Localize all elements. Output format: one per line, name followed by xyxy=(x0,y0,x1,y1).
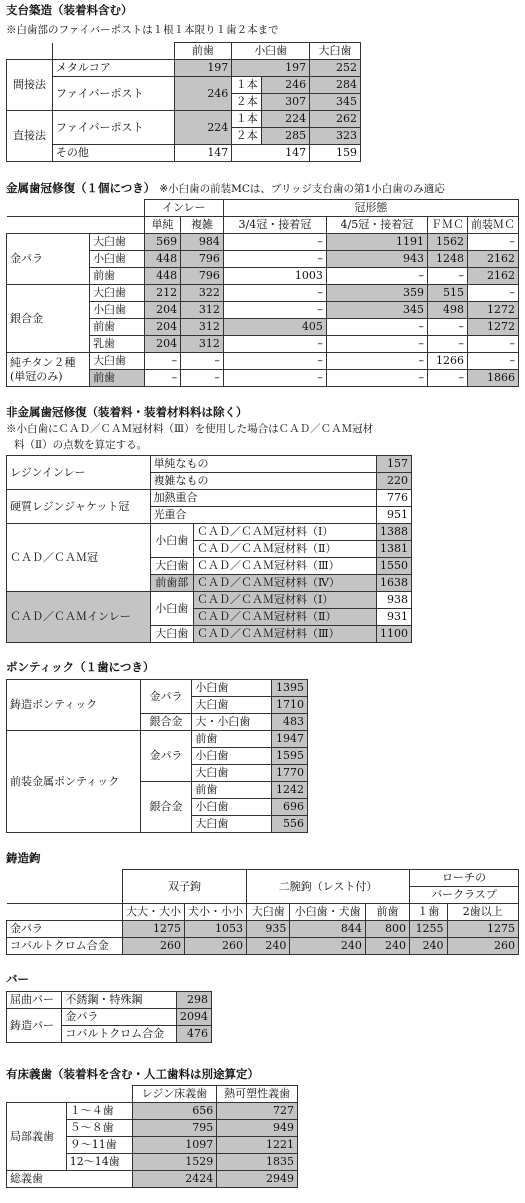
subheader: 犬小・小小 xyxy=(185,904,247,921)
tooth-label: 大臼歯 xyxy=(90,285,145,302)
value-cell: 246 xyxy=(174,77,232,111)
molar-label: 大臼歯 xyxy=(192,765,272,782)
value-cell: – xyxy=(223,370,326,387)
kinpara-label: 金パラ xyxy=(62,1009,177,1026)
cast-bar-label: 鋳造バー xyxy=(7,1009,62,1043)
value-cell: 498 xyxy=(427,302,467,319)
metal-crown-title-line xyxy=(6,182,445,196)
clasp-title: 鋳造鉤 xyxy=(6,851,41,865)
material-group-label xyxy=(7,285,90,353)
cast-pontic-label: 鋳造ポンティック xyxy=(7,680,141,731)
value-cell: – xyxy=(223,285,326,302)
value-cell: 2162 xyxy=(467,251,518,268)
value-cell: 448 xyxy=(144,268,180,285)
anterior-label: 前歯 xyxy=(192,782,272,799)
material-group-label xyxy=(7,234,90,285)
clasp-table xyxy=(6,869,519,955)
nonmetal-table xyxy=(6,455,412,643)
cadcam-inlay-label: ＣＡＤ／ＣＡＭインレー xyxy=(7,592,151,643)
value-cell: 252 xyxy=(310,60,361,77)
value-cell: 212 xyxy=(144,285,180,302)
value-cell: 515 xyxy=(427,285,467,302)
value-cell: 323 xyxy=(310,128,361,145)
subheader: 大大・大小 xyxy=(123,904,185,921)
value-cell: 359 xyxy=(326,285,427,302)
material-label: ＣＡＤ／ＣＡＭ冠材料（Ⅱ） xyxy=(194,609,377,626)
value-cell: – xyxy=(144,370,180,387)
hard-resin-label: 硬質レジンジャケット冠 xyxy=(7,490,151,524)
subheader: 複雑 xyxy=(181,217,224,234)
value-cell: 935 xyxy=(247,921,290,938)
value-cell: 931 xyxy=(376,609,411,626)
value-cell: – xyxy=(467,234,518,251)
stainless-label: 不銹鋼・特殊鋼 xyxy=(62,992,177,1009)
value-cell: 476 xyxy=(176,1026,211,1043)
tooth-label: 大臼歯 xyxy=(90,234,145,251)
subheader: 単純 xyxy=(144,217,180,234)
kinpara-label: 金パラ xyxy=(140,680,192,714)
value-cell: 307 xyxy=(262,94,310,111)
value-cell: 1550 xyxy=(376,558,411,575)
indirect-label: 間接法 xyxy=(7,60,53,111)
value-cell: 448 xyxy=(144,251,180,268)
value-cell: 696 xyxy=(272,799,308,816)
large-small-label: 大・小臼歯 xyxy=(192,714,272,731)
tooth-label: 前歯 xyxy=(90,268,145,285)
value-cell: 1638 xyxy=(376,575,411,592)
header-inlay: インレー xyxy=(144,200,223,217)
value-cell: 284 xyxy=(310,77,361,94)
value-cell: – xyxy=(467,336,518,353)
value-cell: 1053 xyxy=(185,921,247,938)
value-cell: 1388 xyxy=(376,524,411,541)
metal-crown-table xyxy=(6,199,519,387)
tooth-label: 大臼歯 xyxy=(90,353,145,370)
value-cell: 197 xyxy=(174,60,232,77)
value-cell: 2424 xyxy=(132,1171,217,1188)
value-cell: 147 xyxy=(232,145,310,162)
value-cell: 1242 xyxy=(272,782,308,799)
header-resin: レジン床義歯 xyxy=(132,1086,217,1103)
value-cell: 1272 xyxy=(467,302,518,319)
pontic-table xyxy=(6,679,308,833)
value-cell: 1562 xyxy=(427,234,467,251)
value-cell: – xyxy=(467,353,518,370)
value-cell: 1947 xyxy=(272,731,308,748)
gin-label: 銀合金 xyxy=(140,714,192,731)
value-cell: 984 xyxy=(181,234,224,251)
value-cell: – xyxy=(223,234,326,251)
material-label: ＣＡＤ／ＣＡＭ冠材料（Ⅱ） xyxy=(194,541,377,558)
value-cell: – xyxy=(223,353,326,370)
value-cell: 1835 xyxy=(217,1154,298,1171)
value-cell: 1866 xyxy=(467,370,518,387)
value-cell: – xyxy=(181,353,224,370)
material-name: 純チタン２種 xyxy=(10,356,76,370)
value-cell: 844 xyxy=(290,921,366,938)
clasp-material-label: コバルトクロム合金 xyxy=(7,938,123,955)
subheader: 4/5冠・接着冠 xyxy=(326,217,427,234)
value-cell: 285 xyxy=(262,128,310,145)
anterior-label: 前歯部 xyxy=(150,575,193,592)
value-cell: 1255 xyxy=(410,921,448,938)
metal-core-label: メタルコア xyxy=(52,60,174,77)
molar-label: 大臼歯 xyxy=(192,816,272,833)
value-cell: – xyxy=(326,268,427,285)
value-cell: 147 xyxy=(174,145,232,162)
value-cell: – xyxy=(427,319,467,336)
header-double: 双子鉤 xyxy=(123,870,247,904)
value-cell: – xyxy=(427,268,467,285)
material-label: ＣＡＤ／ＣＡＭ冠材料（Ⅳ） xyxy=(194,575,377,592)
value-cell: 1100 xyxy=(376,626,411,643)
complex-label: 複雑なもの xyxy=(150,473,376,490)
value-cell: 1003 xyxy=(223,268,326,285)
tooth-label: 小臼歯 xyxy=(90,302,145,319)
value-cell: 1595 xyxy=(272,748,308,765)
tooth-label: 乳歯 xyxy=(90,336,145,353)
value-cell: 1529 xyxy=(132,1154,217,1171)
value-cell: – xyxy=(326,353,427,370)
value-cell: 1191 xyxy=(326,234,427,251)
abutment-table xyxy=(6,42,361,162)
denture-title: 有床義歯（装着料を含む・人工歯料は別途算定） xyxy=(6,1067,259,1081)
light-label: 光重合 xyxy=(150,507,376,524)
cobalt-label: コバルトクロム合金 xyxy=(62,1026,177,1043)
value-cell: 312 xyxy=(181,319,224,336)
value-cell: 260 xyxy=(447,938,518,955)
value-cell: 569 xyxy=(144,234,180,251)
premolar-label: 小臼歯 xyxy=(150,592,193,626)
molar-label: 大臼歯 xyxy=(192,697,272,714)
value-cell: 1770 xyxy=(272,765,308,782)
material-label: ＣＡＤ／ＣＡＭ冠材料（Ⅲ） xyxy=(194,558,377,575)
one-post-label: １本 xyxy=(232,77,262,94)
veneer-pontic-label: 前装金属ポンティック xyxy=(7,731,141,833)
pontic-title: ポンティック（１歯につき） xyxy=(6,660,155,674)
subheader: 3/4冠・接着冠 xyxy=(223,217,326,234)
value-cell: 1275 xyxy=(447,921,518,938)
kinpara-label: 金パラ xyxy=(140,731,192,782)
subheader: １歯 xyxy=(410,904,448,921)
bent-bar-label: 屈曲バー xyxy=(7,992,62,1009)
value-cell: 240 xyxy=(247,938,290,955)
tooth-label: 前歯 xyxy=(90,319,145,336)
value-cell: 656 xyxy=(132,1103,217,1120)
value-cell: 322 xyxy=(181,285,224,302)
value-cell: – xyxy=(144,353,180,370)
premolar-label: 小臼歯 xyxy=(192,799,272,816)
tooth-count-label: ５〜８歯 xyxy=(66,1120,132,1137)
value-cell: 1097 xyxy=(132,1137,217,1154)
material-label: ＣＡＤ／ＣＡＭ冠材料（Ⅰ） xyxy=(194,524,377,541)
gin-label: 銀合金 xyxy=(140,782,192,833)
other-label: その他 xyxy=(52,145,174,162)
anterior-label: 前歯 xyxy=(192,731,272,748)
heat-label: 加熱重合 xyxy=(150,490,376,507)
value-cell: 157 xyxy=(376,456,411,473)
value-cell: – xyxy=(427,336,467,353)
value-cell: 727 xyxy=(217,1103,298,1120)
header-thermo: 熱可塑性義歯 xyxy=(217,1086,298,1103)
value-cell: 800 xyxy=(365,921,409,938)
fiber-post-label: ファイバーポスト xyxy=(52,111,174,145)
abutment-note: ※白歯部のファイバーポストは１根１本限り１歯２本まで xyxy=(6,24,279,36)
tooth-count-label: 12〜14歯 xyxy=(66,1154,132,1171)
material-name: 金パラ xyxy=(10,252,43,266)
subheader: 前装ＭＣ xyxy=(467,217,518,234)
value-cell: 1221 xyxy=(217,1137,298,1154)
value-cell: 2162 xyxy=(467,268,518,285)
abutment-title: 支台築造（装着料含む） xyxy=(6,3,133,17)
value-cell: 345 xyxy=(310,94,361,111)
value-cell: 2094 xyxy=(176,1009,211,1026)
value-cell: – xyxy=(223,251,326,268)
value-cell: 795 xyxy=(132,1120,217,1137)
clasp-material-label: 金パラ xyxy=(7,921,123,938)
bar-title: バー xyxy=(6,972,29,986)
value-cell: 796 xyxy=(181,268,224,285)
value-cell: 224 xyxy=(174,111,232,145)
value-cell: 1395 xyxy=(272,680,308,697)
col-header-premolar: 小臼歯 xyxy=(232,43,310,60)
value-cell: 197 xyxy=(232,60,310,77)
value-cell: 298 xyxy=(176,992,211,1009)
subheader: 小臼歯・犬歯 xyxy=(290,904,366,921)
tooth-count-label: １〜４歯 xyxy=(66,1103,132,1120)
molar-label: 大臼歯 xyxy=(150,558,193,575)
material-note: (単冠のみ) xyxy=(10,369,63,383)
value-cell: 204 xyxy=(144,302,180,319)
value-cell: 1275 xyxy=(123,921,185,938)
full-denture-label: 総義歯 xyxy=(7,1171,133,1188)
value-cell: – xyxy=(326,370,427,387)
value-cell: 2949 xyxy=(217,1171,298,1188)
premolar-label: 小臼歯 xyxy=(192,680,272,697)
value-cell: 240 xyxy=(290,938,366,955)
material-name: 銀合金 xyxy=(10,311,43,325)
value-cell: 159 xyxy=(310,145,361,162)
resin-inlay-label: レジンインレー xyxy=(7,456,151,490)
bar-table xyxy=(6,991,212,1043)
subheader: ＦＭＣ xyxy=(427,217,467,234)
header-two-arm: 二腕鉤（レスト付） xyxy=(247,870,410,904)
direct-label: 直接法 xyxy=(7,111,53,162)
material-label: ＣＡＤ／ＣＡＭ冠材料（Ⅲ） xyxy=(194,626,377,643)
material-group-label xyxy=(7,353,90,387)
nonmetal-note-1: ※小白歯にＣＡＤ／ＣＡＭ冠材料（Ⅲ）を使用した場合はＣＡＤ／ＣＡＭ冠材 xyxy=(6,423,374,435)
subheader: 大臼歯 xyxy=(247,904,290,921)
value-cell: 949 xyxy=(217,1120,298,1137)
value-cell: 262 xyxy=(310,111,361,128)
value-cell: 204 xyxy=(144,336,180,353)
simple-label: 単純なもの xyxy=(150,456,376,473)
one-post-label: １本 xyxy=(232,111,262,128)
col-header-molar: 大臼歯 xyxy=(310,43,361,60)
value-cell: 556 xyxy=(272,816,308,833)
two-post-label: ２本 xyxy=(232,94,262,111)
value-cell: 240 xyxy=(410,938,448,955)
value-cell: 240 xyxy=(365,938,409,955)
col-header-anterior: 前歯 xyxy=(174,43,232,60)
subheader: 前歯 xyxy=(365,904,409,921)
material-label: ＣＡＤ／ＣＡＭ冠材料（Ⅰ） xyxy=(194,592,377,609)
metal-crown-title: 金属歯冠修復（１個につき） xyxy=(6,181,156,195)
value-cell: 938 xyxy=(376,592,411,609)
value-cell: – xyxy=(326,319,427,336)
value-cell: – xyxy=(223,302,326,319)
subheader: 2歯以上 xyxy=(447,904,518,921)
value-cell: 220 xyxy=(376,473,411,490)
value-cell: 1248 xyxy=(427,251,467,268)
premolar-label: 小臼歯 xyxy=(192,748,272,765)
value-cell: 246 xyxy=(262,77,310,94)
value-cell: 483 xyxy=(272,714,308,731)
premolar-label: 小臼歯 xyxy=(150,524,193,558)
value-cell: 1710 xyxy=(272,697,308,714)
value-cell: 204 xyxy=(144,319,180,336)
value-cell: – xyxy=(181,370,224,387)
header-crown-form: 冠形態 xyxy=(223,200,518,217)
value-cell: 312 xyxy=(181,302,224,319)
denture-table xyxy=(6,1085,298,1188)
header-roach-1: ローチの xyxy=(410,870,519,887)
header-roach-2: バークラスプ xyxy=(410,887,519,904)
tooth-count-label: ９〜11歯 xyxy=(66,1137,132,1154)
value-cell: 405 xyxy=(223,319,326,336)
value-cell: 943 xyxy=(326,251,427,268)
nonmetal-title: 非金属歯冠修復（装着料・装着材料料は除く） xyxy=(6,405,248,419)
value-cell: – xyxy=(467,285,518,302)
value-cell: 1266 xyxy=(427,353,467,370)
molar-label: 大臼歯 xyxy=(150,626,193,643)
metal-crown-note: ※小臼歯の前装MCは、ブリッジ支台歯の第1小白歯のみ適応 xyxy=(159,183,445,195)
value-cell: 260 xyxy=(123,938,185,955)
partial-denture-label: 局部義歯 xyxy=(7,1103,67,1171)
value-cell: 796 xyxy=(181,251,224,268)
value-cell: 1272 xyxy=(467,319,518,336)
value-cell: 776 xyxy=(376,490,411,507)
value-cell: 951 xyxy=(376,507,411,524)
tooth-label: 前歯 xyxy=(90,370,145,387)
fiber-post-label: ファイバーポスト xyxy=(52,77,174,111)
value-cell: 312 xyxy=(181,336,224,353)
value-cell: – xyxy=(326,336,427,353)
nonmetal-note-2: 料（Ⅱ）の点数を算定する。 xyxy=(14,439,148,451)
value-cell: 345 xyxy=(326,302,427,319)
value-cell: – xyxy=(223,336,326,353)
two-post-label: ２本 xyxy=(232,128,262,145)
value-cell: 224 xyxy=(262,111,310,128)
value-cell: – xyxy=(427,370,467,387)
value-cell: 1381 xyxy=(376,541,411,558)
value-cell: 260 xyxy=(185,938,247,955)
cadcam-crown-label: ＣＡＤ／ＣＡＭ冠 xyxy=(7,524,151,592)
tooth-label: 小臼歯 xyxy=(90,251,145,268)
